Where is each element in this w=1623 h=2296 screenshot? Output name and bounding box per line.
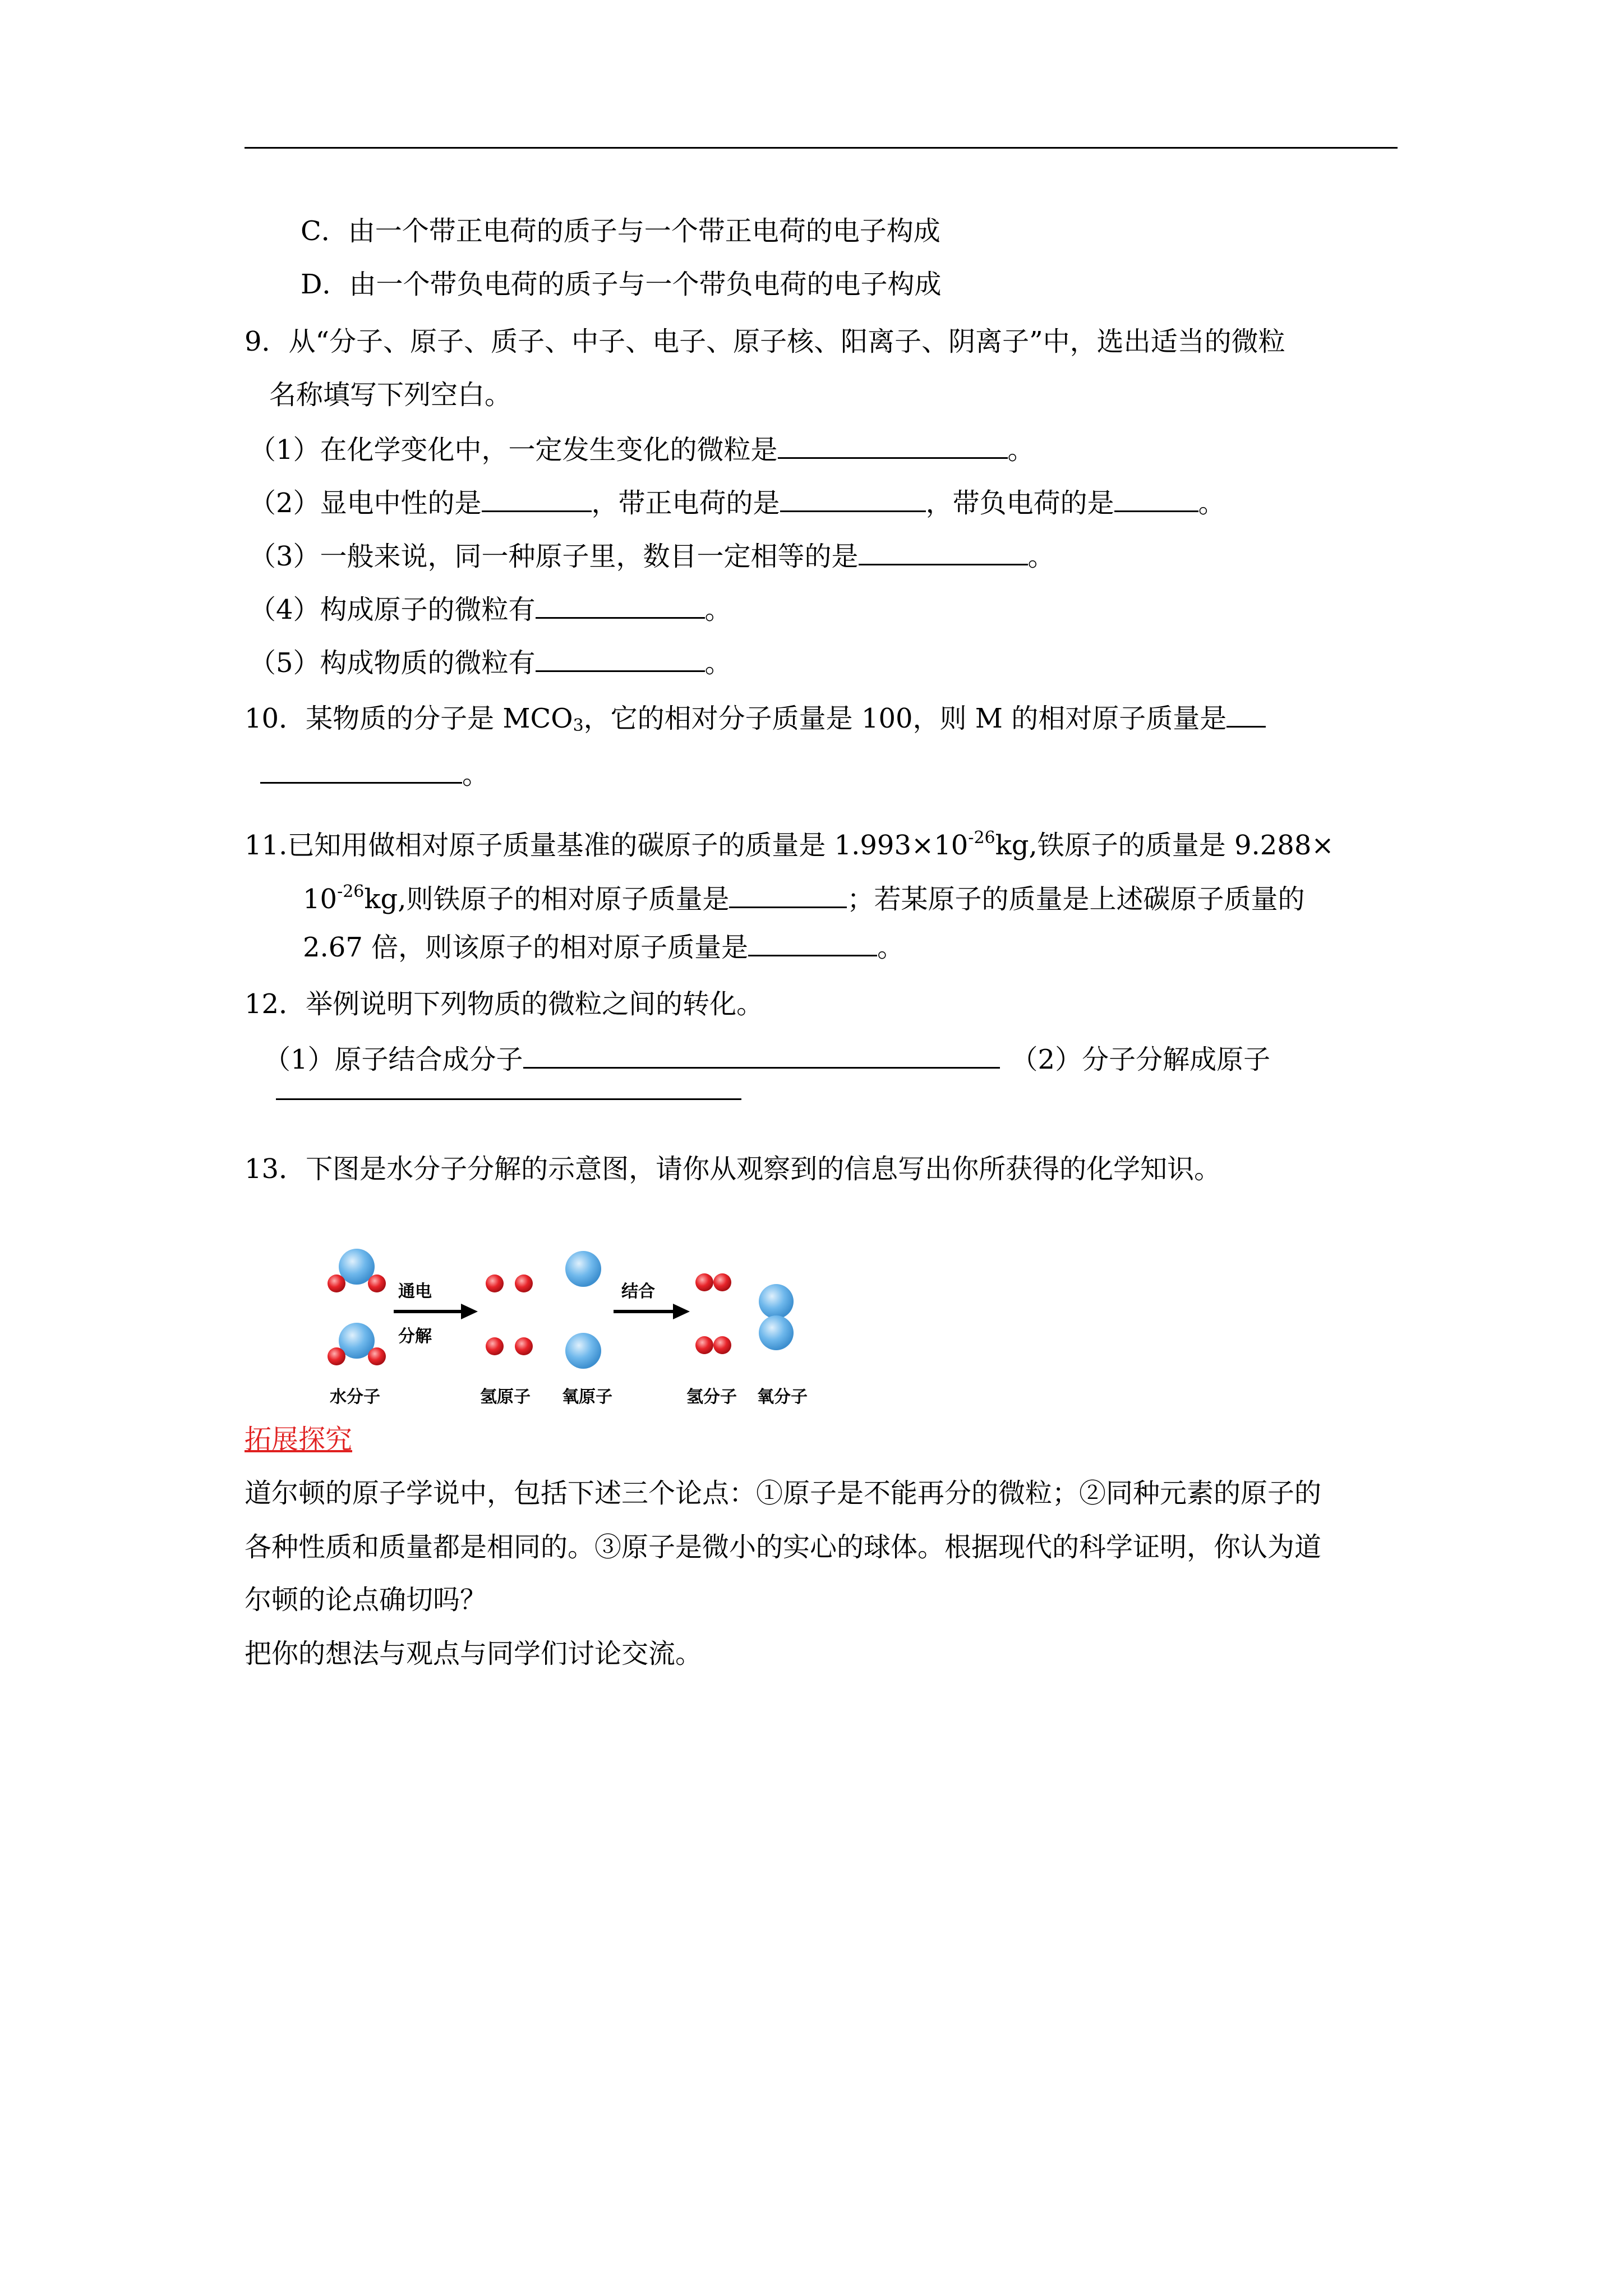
q9-part-5-text: （5）构成物质的微粒有 [249,647,536,679]
header-rule [245,147,1398,149]
water-decomposition-diagram [314,1234,864,1414]
q9-part-2-text-b: ，带正电荷的是 [591,487,780,519]
q9-part-1-text: （1）在化学变化中，一定发生变化的微粒是 [249,434,778,466]
label-hydrogen-molecule: 氢分子 [686,1387,737,1407]
q9-part-2-text-a: （2）显电中性的是 [249,487,482,519]
arrow-1-label-bottom: 分解 [398,1327,432,1346]
answer-blank[interactable] [780,485,926,512]
q10-text-b: ，它的相对分子质量是 100，则 M 的相对原子质量是 [583,703,1227,734]
q12-parts [264,1041,1270,1076]
q9-part-5-end: 。 [704,647,732,679]
answer-blank[interactable] [276,1098,741,1100]
q11-text-e: ；若某原子的质量是上述碳原子质量的 [847,884,1305,915]
q12-part-1-text: （1）原子结合成分子 [264,1044,523,1075]
answer-blank[interactable] [1227,700,1266,728]
q9-part-1 [249,431,1035,467]
q10-end: 。 [462,759,490,790]
q11-exponent-2: -26 [337,882,365,901]
oxygen-atom [759,1315,794,1350]
hydrogen-atom [368,1347,386,1365]
extension-paragraph-2: 各种性质和质量都是相同的。③原子是微小的实心的球体。根据现代的科学证明，你认为道 [245,1531,1322,1563]
hydrogen-atom [515,1274,533,1292]
arrow-2-label-top: 结合 [621,1282,655,1301]
q9-part-3-end: 。 [1027,541,1055,572]
answer-blank[interactable] [859,538,1028,565]
answer-blank[interactable] [523,1041,1000,1069]
option-d: D．由一个带负电荷的质子与一个带负电荷的电子构成 [301,269,942,300]
q10-text-a: 10．某物质的分子是 MCO [245,703,573,734]
q9-part-1-end: 。 [1007,434,1035,466]
extension-paragraph-4: 把你的想法与观点与同学们讨论交流。 [245,1638,703,1669]
q12-stem: 12．举例说明下列物质的微粒之间的转化。 [245,988,764,1020]
answer-blank[interactable] [778,431,1008,459]
hydrogen-atom [328,1347,345,1365]
q11-text-b: kg,铁原子的质量是 9.288× [995,830,1334,861]
arrow-1-head [461,1304,478,1319]
hydrogen-atom [328,1274,345,1292]
hydrogen-atom [486,1337,504,1355]
label-water-molecule: 水分子 [330,1387,380,1407]
hydrogen-molecule [695,1336,731,1354]
label-hydrogen-atom: 氢原子 [480,1387,531,1407]
q9-part-3-text: （3）一般来说，同一种原子里，数目一定相等的是 [249,541,859,572]
hydrogen-atom [515,1337,533,1355]
q11-cont [303,875,1304,916]
q11-exponent-1: -26 [968,828,995,848]
q9-part-2-text-c: ，带负电荷的是 [925,487,1114,519]
q9-part-2-end: 。 [1198,487,1225,519]
q11-text-f: 2.67 倍，则该原子的相对原子质量是 [303,932,749,963]
option-c: C．由一个带正电荷的质子与一个带正电荷的电子构成 [301,215,940,247]
answer-blank[interactable] [260,756,462,784]
answer-blank[interactable] [536,645,705,672]
q11-cont-2 [303,929,904,964]
answer-blank[interactable] [482,485,592,512]
q10-cont [260,756,489,792]
q9-stem-cont: 名称填写下列空白。 [269,379,512,411]
hydrogen-atom [368,1274,386,1292]
hydrogen-molecule [695,1273,731,1291]
q9-part-2 [249,485,1225,520]
answer-blank[interactable] [536,591,705,619]
oxygen-molecule [759,1284,794,1350]
q9-part-4-text: （4）构成原子的微粒有 [249,594,536,625]
answer-blank[interactable] [748,929,877,956]
answer-blank[interactable] [1114,485,1198,512]
extension-title: 拓展探究 [245,1424,353,1455]
q10-subscript: 3 [573,716,584,735]
q9-part-4 [249,591,732,627]
water-molecule [328,1323,386,1365]
q11-text-d: kg,则铁原子的相对原子质量是 [364,884,730,915]
water-molecule [328,1249,386,1292]
q9-part-3 [249,538,1055,573]
hydrogen-atom [713,1336,731,1354]
answer-blank[interactable] [729,881,847,908]
hydrogen-atom [486,1274,504,1292]
arrow-1-label-top: 通电 [398,1282,432,1301]
q11-stem [245,821,1334,862]
q10-stem [245,700,1266,743]
label-oxygen-molecule: 氧分子 [757,1387,808,1407]
oxygen-atom [759,1284,794,1319]
q12-part-2-text: （2）分子分解成原子 [1011,1044,1271,1075]
extension-paragraph-3: 尔顿的论点确切吗？ [245,1584,487,1616]
q11-end: 。 [877,932,905,963]
oxygen-atom [565,1251,601,1287]
oxygen-atom [565,1333,601,1369]
hydrogen-atom [695,1336,713,1354]
extension-paragraph-1: 道尔顿的原子学说中，包括下述三个论点：①原子是不能再分的微粒；②同种元素的原子的 [245,1478,1322,1509]
q9-part-5 [249,645,732,680]
q9-part-4-end: 。 [704,594,732,625]
label-oxygen-atom: 氧原子 [562,1387,612,1407]
hydrogen-atom [695,1273,713,1291]
q13-stem: 13．下图是水分子分解的示意图，请你从观察到的信息写出你所获得的化学知识。 [245,1153,1221,1185]
hydrogen-atom [713,1273,731,1291]
q11-text-a: 11.已知用做相对原子质量基准的碳原子的质量是 1.993×10 [245,830,969,861]
q11-text-c: 10 [303,884,338,915]
q9-stem: 9．从“分子、原子、质子、中子、电子、原子核、阳离子、阴离子”中，选出适当的微粒 [245,326,1285,357]
arrow-2-head [673,1304,690,1319]
